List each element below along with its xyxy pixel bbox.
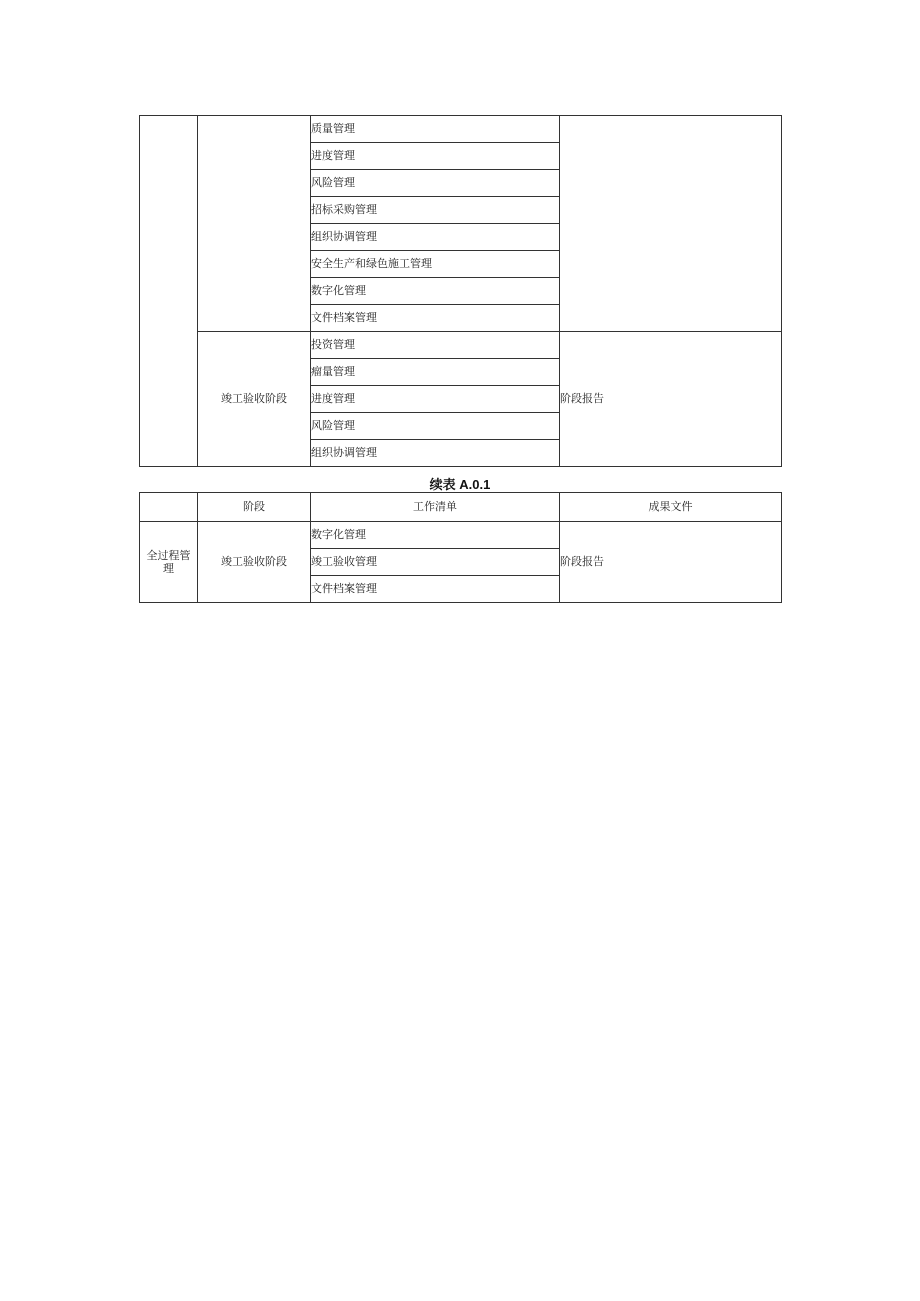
category-cell: [140, 522, 198, 603]
work-item: 竣工验收管理: [311, 549, 560, 576]
category-label: 全过程管理: [146, 548, 191, 575]
column-header-stage: 阶段: [198, 493, 311, 522]
work-item: 数字化管理: [311, 522, 560, 549]
table-caption: 续表 A.0.1: [429, 477, 491, 492]
stage-cell: 竣工验收阶段: [198, 332, 311, 467]
work-list-table-continued: [139, 492, 782, 603]
work-item: 风险管理: [311, 170, 560, 197]
column-header-work-list: 工作清单: [311, 493, 560, 522]
category-cell-empty: [140, 116, 198, 467]
result-cell-empty: [560, 116, 782, 332]
stage-cell-empty: [198, 116, 311, 332]
work-list-table-top: [139, 115, 782, 467]
work-item: 招标采购管理: [311, 197, 560, 224]
work-item: 进度管理: [311, 386, 560, 413]
result-cell: 阶段报告: [560, 332, 782, 467]
work-item: 组织协调管理: [311, 440, 560, 467]
work-item: 进度管理: [311, 143, 560, 170]
work-item: 组织协调管理: [311, 224, 560, 251]
result-cell: 阶段报告: [560, 522, 782, 603]
work-item: 安全生产和绿色施工管理: [311, 251, 560, 278]
work-item: 文件档案管理: [311, 576, 560, 603]
work-item: 文件档案管理: [311, 305, 560, 332]
column-header-deliverable: 成果文件: [560, 493, 782, 522]
work-item: 风险管理: [311, 413, 560, 440]
work-item: 数字化管理: [311, 278, 560, 305]
column-header-category: [140, 493, 198, 522]
stage-cell: 竣工验收阶段: [198, 522, 311, 603]
work-item: 瘤量管理: [311, 359, 560, 386]
work-item: 投资管理: [311, 332, 560, 359]
work-item: 质量管理: [311, 116, 560, 143]
